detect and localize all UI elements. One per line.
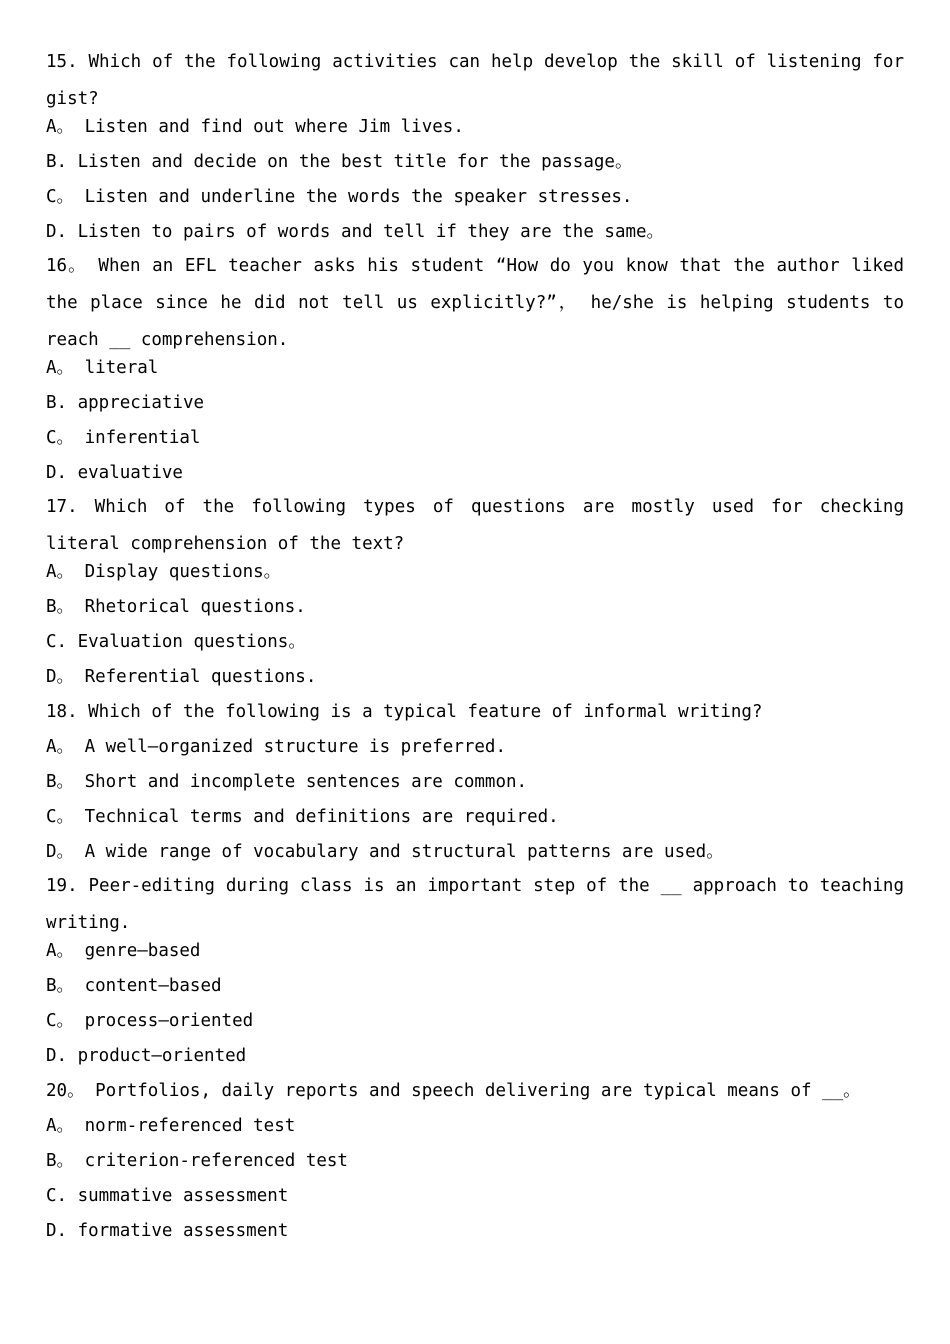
question-stem: 16。 When an EFL teacher asks his student “How do you know that the author liked the place since he did not tell us explicitly?”， he/she is helping students to reach __ comprehension.	[46, 256, 904, 350]
option-a: A。 Display questions。	[46, 562, 282, 582]
option-b: B。 Rhetorical questions.	[46, 597, 306, 617]
question-19	[46, 868, 904, 1066]
option-c: C。 inferential	[46, 428, 201, 448]
exam-page	[46, 44, 904, 1241]
question-17	[46, 489, 904, 687]
option-d: D. formative assessment	[46, 1221, 289, 1241]
question-18	[46, 702, 904, 862]
option-b: B。 Short and incomplete sentences are common.	[46, 772, 528, 792]
question-20	[46, 1081, 904, 1241]
option-a: A。 genre—based	[46, 941, 201, 961]
option-c: C. Evaluation questions。	[46, 632, 306, 652]
option-a: A。 norm-referenced test	[46, 1116, 296, 1136]
option-b: B. appreciative	[46, 393, 205, 413]
option-d: D。 Referential questions.	[46, 667, 317, 687]
option-b: B。 criterion-referenced test	[46, 1151, 348, 1171]
question-stem: 17. Which of the following types of questions are mostly used for checking literal comprehension of the text?	[46, 497, 904, 554]
question-stem: 15. Which of the following activities can help develop the skill of listening for gist?	[46, 52, 904, 109]
option-b: B。 content—based	[46, 976, 222, 996]
question-stem: 18. Which of the following is a typical feature of informal writing?	[46, 702, 763, 722]
option-c: C. summative assessment	[46, 1186, 289, 1206]
option-d: D。 A wide range of vocabulary and structural patterns are used。	[46, 842, 724, 862]
option-b: B. Listen and decide on the best title for the passage。	[46, 152, 633, 172]
option-d: D. evaluative	[46, 463, 183, 483]
question-stem: 20。 Portfolios, daily reports and speech delivering are typical means of __。	[46, 1081, 861, 1101]
option-d: D. Listen to pairs of words and tell if they are the same。	[46, 222, 665, 242]
option-c: C。 process—oriented	[46, 1011, 254, 1031]
option-d: D. product—oriented	[46, 1046, 247, 1066]
option-a: A。 Listen and find out where Jim lives.	[46, 117, 464, 137]
question-stem: 19. Peer-editing during class is an important step of the __ approach to teaching writing.	[46, 876, 904, 933]
option-c: C。 Listen and underline the words the speaker stresses.	[46, 187, 633, 207]
option-a: A。 A well—organized structure is preferred.	[46, 737, 507, 757]
option-a: A。 literal	[46, 358, 159, 378]
question-16	[46, 248, 904, 483]
question-15	[46, 44, 904, 242]
option-c: C。 Technical terms and definitions are required.	[46, 807, 559, 827]
